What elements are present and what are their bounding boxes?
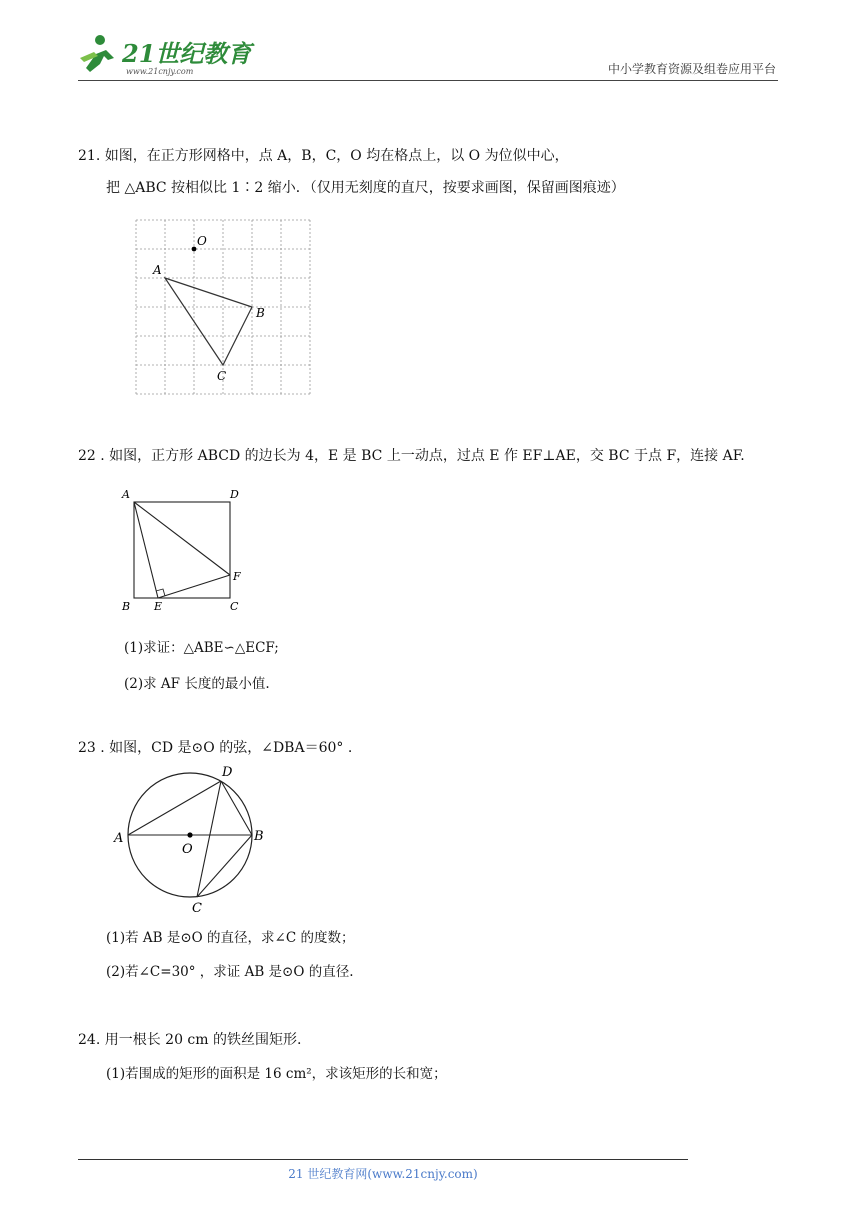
label-d: D [222, 765, 233, 780]
q22-square-figure [118, 484, 254, 616]
label-o: O [182, 842, 193, 857]
q23-part1: (1)若 AB 是⊙O 的直径，求∠C 的度数； [106, 930, 355, 946]
center-o [187, 832, 192, 837]
logo-url: www.21cnjy.com [126, 67, 194, 76]
q23-part2: (2)若∠C=30° ，求证 AB 是⊙O 的直径. [106, 964, 354, 980]
label-c: C [230, 600, 239, 613]
footer-link[interactable]: 21 世纪教育网(www.21cnjy.com) [288, 1167, 478, 1181]
q23-circle-figure [110, 760, 272, 920]
logo-text: 21世纪教育 [122, 39, 252, 68]
q24-part1: (1)若围成的矩形的面积是 16 cm²，求该矩形的长和宽； [106, 1066, 447, 1082]
q22-part1: (1)求证：△ABE∽△ECF; [124, 640, 279, 656]
square-abcd [134, 502, 230, 598]
label-e: E [154, 600, 163, 613]
label-b: B [122, 600, 131, 613]
platform-name: 中小学教育资源及组卷应用平台 [607, 62, 776, 76]
q21-grid-figure [128, 214, 318, 400]
label-b: B [254, 829, 264, 844]
header-divider [78, 80, 778, 81]
label-b: B [256, 306, 265, 320]
q24-stem: 24. 用一根长 20 cm 的铁丝围矩形. [78, 1032, 302, 1048]
label-o: O [197, 234, 207, 248]
label-a: A [153, 263, 162, 277]
label-f: F [233, 570, 241, 583]
footer-divider [78, 1159, 688, 1160]
point-o [192, 247, 197, 252]
label-c: C [192, 901, 202, 916]
triangle-abc [165, 278, 252, 365]
label-d: D [230, 488, 239, 501]
site-logo [78, 28, 278, 80]
q22-stem: 22 . 如图，正方形 ABCD 的边长为 4，E 是 BC 上一动点，过点 E 作 EF⊥AE，交 BC 于点 F，连接 AF. [78, 448, 745, 464]
label-a: A [122, 488, 130, 501]
runner-icon [80, 35, 114, 72]
q21-line1: 21. 如图，在正方形网格中，点 A，B，C，O 均在格点上，以 O 为位似中心， [78, 148, 569, 164]
q21-line2: 把 △ABC 按相似比 1∶2 缩小．（仅用无刻度的直尺，按要求画图，保留画图痕迹） [106, 180, 625, 196]
q23-stem: 23 . 如图，CD 是⊙O 的弦，∠DBA＝60° . [78, 740, 353, 756]
q22-part2: (2)求 AF 长度的最小值. [124, 676, 270, 692]
label-a: A [114, 831, 124, 846]
label-c: C [217, 369, 227, 383]
